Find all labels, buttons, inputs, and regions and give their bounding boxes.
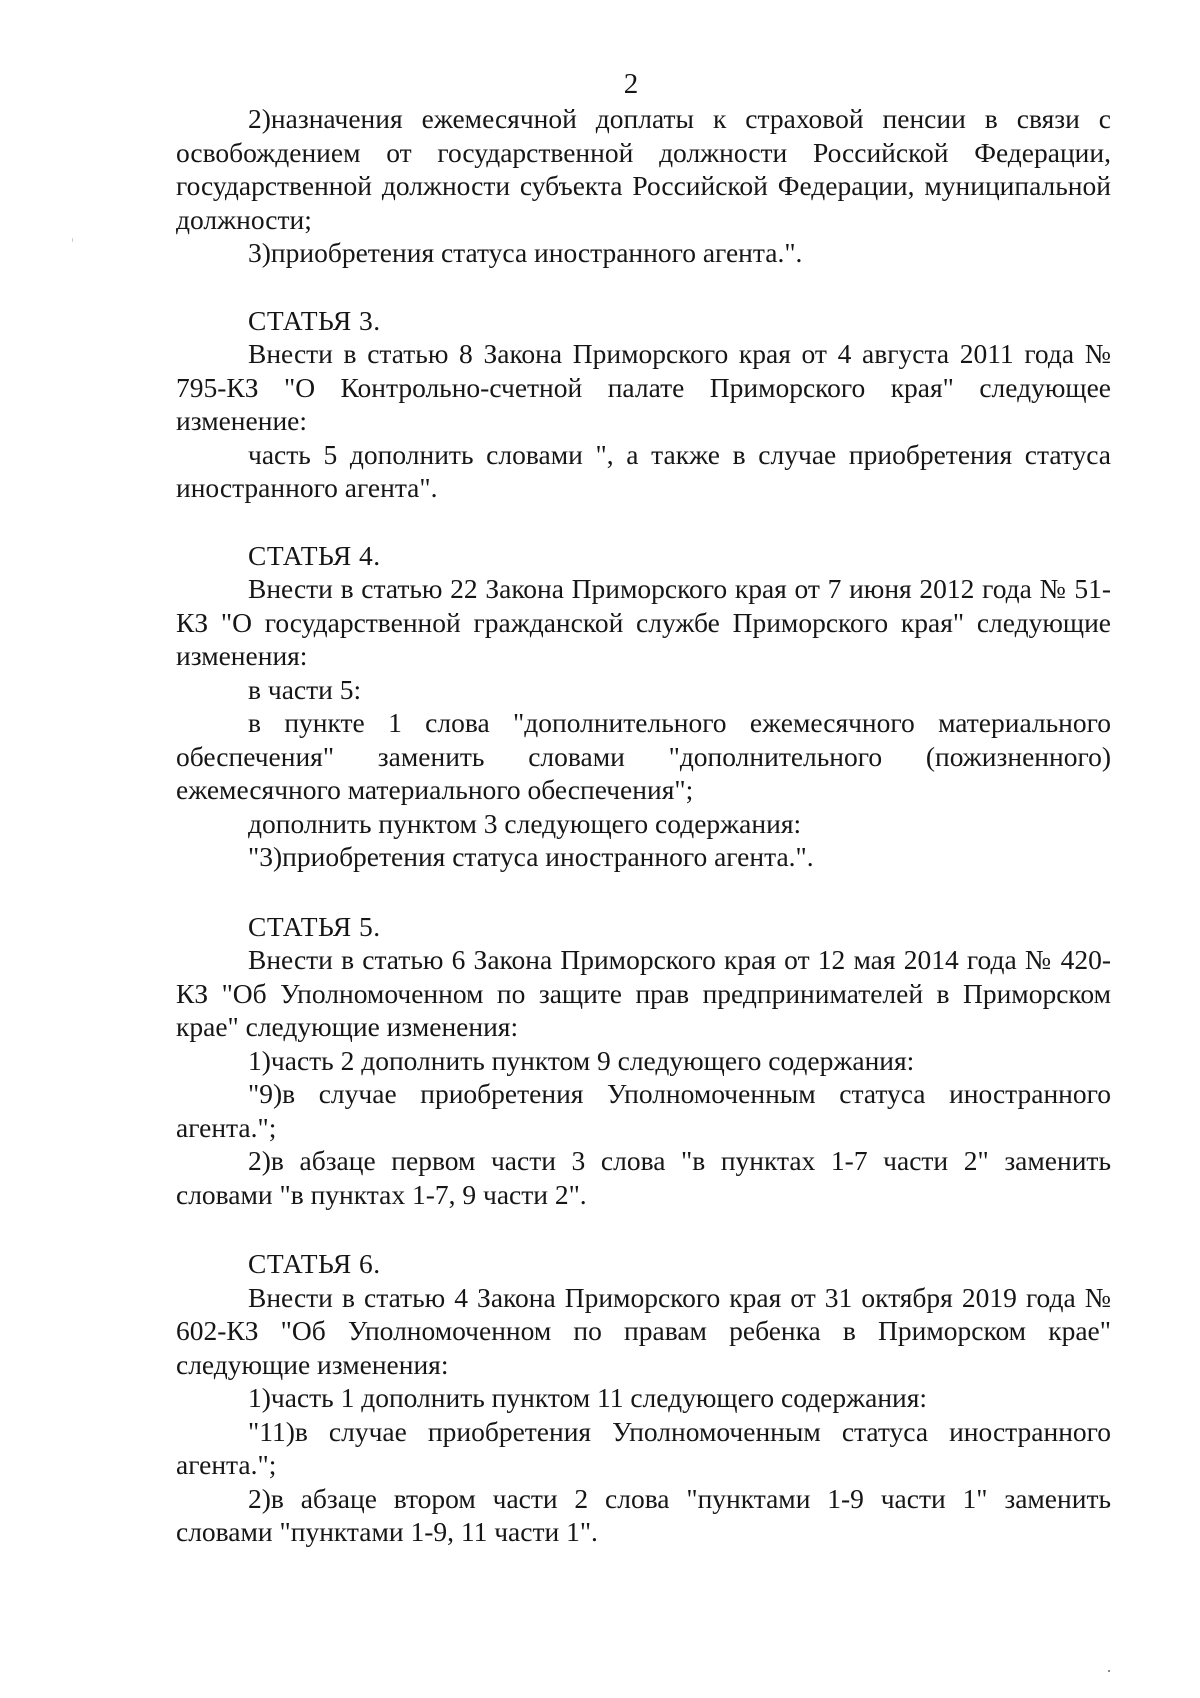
article-6-paragraph: 2)в абзаце втором части 2 слова "пунктами 1-9 части 1" заменить словами "пунктами 1-9, 11 части 1". xyxy=(176,1482,1111,1547)
spacer xyxy=(176,505,1111,539)
article-5-paragraph: Внести в статью 6 Закона Приморского края от 12 мая 2014 года № 420-КЗ "Об Уполномоченном по защите прав предпринимателей в Приморском крае" следующие изменения: xyxy=(176,944,1111,1042)
article-4 xyxy=(176,539,1111,874)
article-3-paragraph: Внести в статью 8 Закона Приморского края от 4 августа 2011 года № 795-КЗ "О Контрольно-счетной палате Приморского края" следующее изменение: xyxy=(176,338,1111,436)
article-5-paragraph: 1)часть 2 дополнить пунктом 9 следующего содержания: xyxy=(248,1044,915,1076)
scan-artifact xyxy=(72,238,73,242)
spacer xyxy=(176,1211,1111,1247)
document-body xyxy=(176,102,1111,1549)
article-6-paragraph: "11)в случае приобретения Уполномоченным статуса иностранного агента."; xyxy=(176,1415,1111,1480)
article-5 xyxy=(176,910,1111,1212)
page-number: 2 xyxy=(623,68,639,100)
article-5-heading: СТАТЬЯ 5. xyxy=(248,910,381,942)
scan-artifact xyxy=(1108,1670,1110,1672)
article-4-paragraph: в части 5: xyxy=(248,673,362,705)
article-4-paragraph: "3)приобретения статуса иностранного агента.". xyxy=(248,841,814,872)
article-6-heading: СТАТЬЯ 6. xyxy=(248,1248,381,1279)
article-6 xyxy=(176,1247,1111,1549)
article-4-paragraph: дополнить пунктом 3 следующего содержания: xyxy=(248,807,802,839)
article-3-heading: СТАТЬЯ 3. xyxy=(248,304,381,336)
intro-item-2: 2)назначения ежемесячной доплаты к страховой пенсии в связи с освобождением от государственной должности Российской Федерации, государственной должности субъекта Российской Федерации, муниципальной должности; xyxy=(176,103,1111,235)
article-4-paragraph: в пункте 1 слова "дополнительного ежемесячного материального обеспечения" заменить словами "дополнительного (пожизненного) ежемесячного материального обеспечения"; xyxy=(176,707,1111,805)
article-6-paragraph: Внести в статью 4 Закона Приморского края от 31 октября 2019 года № 602-КЗ "Об Уполномоченном по правам ребенка в Приморском крае" следующие изменения: xyxy=(176,1281,1111,1380)
article-4-paragraph: Внести в статью 22 Закона Приморского края от 7 июня 2012 года № 51-КЗ "О государственной гражданской службе Приморского края" следующие изменения: xyxy=(176,573,1111,671)
article-5-paragraph: 2)в абзаце первом части 3 слова "в пунктах 1-7 части 2" заменить словами "в пунктах 1-7, 9 части 2". xyxy=(176,1145,1111,1210)
article-4-heading: СТАТЬЯ 4. xyxy=(248,539,381,571)
article-5-paragraph: "9)в случае приобретения Уполномоченным статуса иностранного агента."; xyxy=(176,1078,1111,1143)
spacer xyxy=(176,270,1111,304)
spacer xyxy=(176,874,1111,910)
article-6-paragraph: 1)часть 1 дополнить пунктом 11 следующего содержания: xyxy=(248,1382,928,1413)
article-3-paragraph: часть 5 дополнить словами ", а также в случае приобретения статуса иностранного агента". xyxy=(176,438,1111,503)
intro-item-3: 3)приобретения статуса иностранного агента.". xyxy=(248,237,803,268)
article-3 xyxy=(176,304,1111,505)
